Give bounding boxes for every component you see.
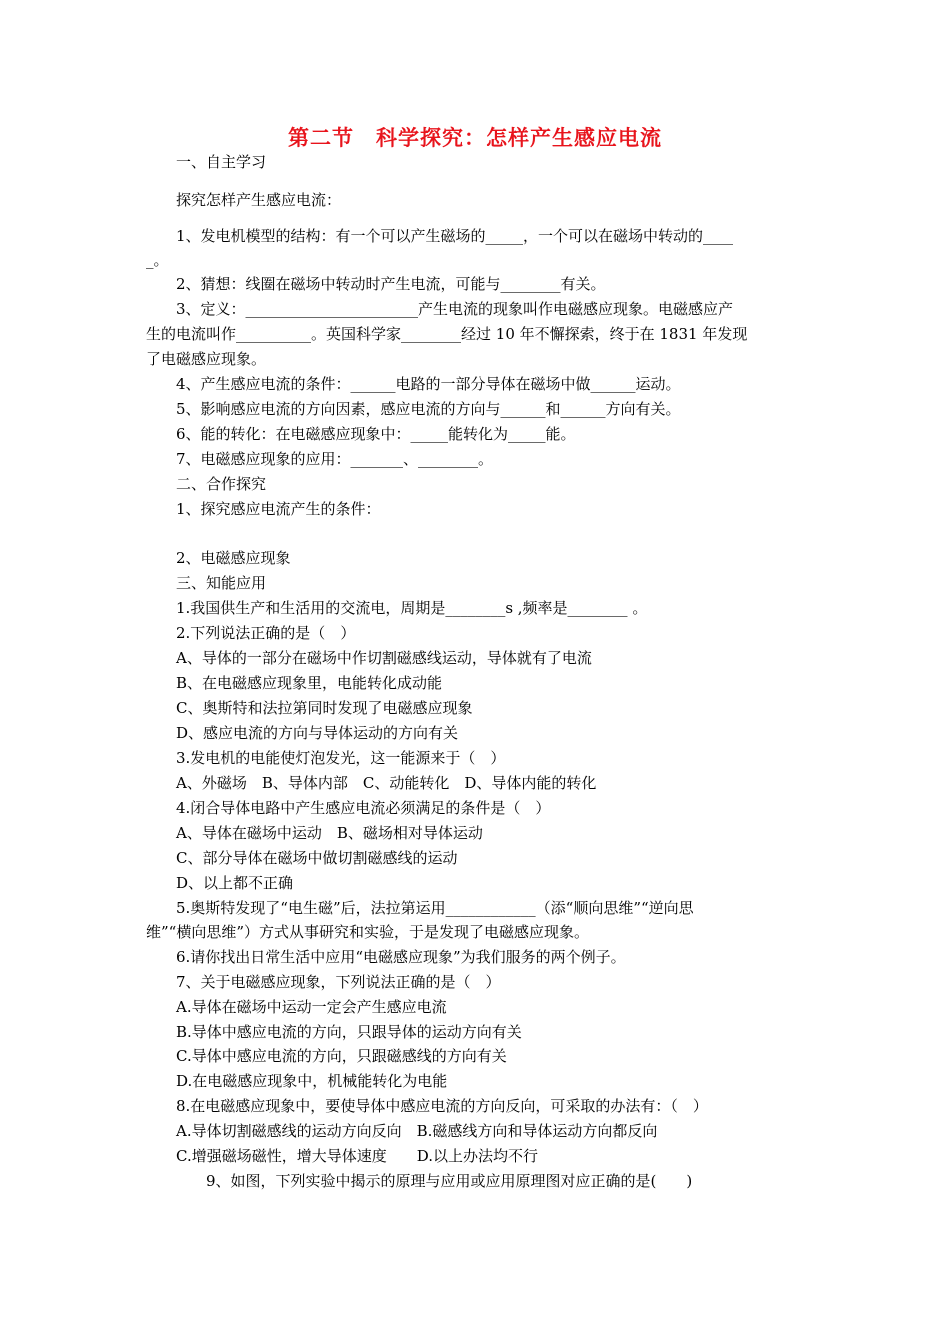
option-line: D、感应电流的方向与导体运动的方向有关: [176, 724, 459, 742]
section-heading: 三、知能应用: [176, 574, 267, 592]
option-line: B.导体中感应电流的方向，只跟导体的运动方向有关: [176, 1023, 522, 1041]
text-line: 5、影响感应电流的方向因素，感应电流的方向与______和______方向有关。: [176, 400, 681, 418]
question-line: 6.请你找出日常生活中应用“电磁感应现象”为我们服务的两个例子。: [176, 948, 626, 966]
text-line: _。: [146, 251, 169, 269]
question-line: 4.闭合导体电路中产生感应电流必须满足的条件是（ ）: [176, 799, 551, 817]
text-line: 6、能的转化：在电磁感应现象中：_____能转化为_____能。: [176, 425, 576, 443]
option-line: C、部分导体在磁场中做切割磁感线的运动: [176, 849, 458, 867]
page-title: 第二节 科学探究：怎样产生感应电流: [288, 126, 662, 150]
option-line: B、在电磁感应现象里，电能转化成动能: [176, 674, 443, 692]
text-line: 7、电磁感应现象的应用：_______、________。: [176, 450, 494, 468]
option-line: C.导体中感应电流的方向，只跟磁感线的方向有关: [176, 1047, 507, 1065]
option-line: A、导体在磁场中运动 B、磁场相对导体运动: [176, 824, 483, 842]
option-line: D、以上都不正确: [176, 874, 294, 892]
question-line: 7、关于电磁感应现象，下列说法正确的是（ ）: [176, 973, 501, 991]
section-heading: 二、合作探究: [176, 475, 267, 493]
section-heading: 一、自主学习: [176, 153, 267, 171]
option-line: D.在电磁感应现象中，机械能转化为电能: [176, 1072, 448, 1090]
option-line: A.导体切割磁感线的运动方向反向 B.磁感线方向和导体运动方向都反向: [176, 1122, 658, 1140]
question-line: 1.我国供生产和生活用的交流电，周期是________s ,频率是________ 。: [176, 599, 648, 617]
question-line: 5.奥斯特发现了“电生磁”后，法拉第运用____________（添“顺向思维”“逆向思: [176, 899, 694, 917]
question-line: 维”“横向思维”）方式从事研究和实验，于是发现了电磁感应现象。: [146, 923, 590, 941]
option-line: A.导体在磁场中运动一定会产生感应电流: [176, 998, 447, 1016]
option-line: C、奥斯特和法拉第同时发现了电磁感应现象: [176, 699, 473, 717]
question-line: 3.发电机的电能使灯泡发光，这一能源来于（ ）: [176, 749, 506, 767]
text-line: 3、定义：_______________________产生电流的现象叫作电磁感应现象。电磁感应产: [176, 300, 734, 318]
option-line: A、外磁场 B、导体内部 C、动能转化 D、导体内能的转化: [176, 774, 597, 792]
question-line: 8.在电磁感应现象中，要使导体中感应电流的方向反向，可采取的办法有：（ ）: [176, 1097, 708, 1115]
text-line: 了电磁感应现象。: [146, 350, 267, 368]
text-line: 1、探究感应电流产生的条件：: [176, 500, 381, 518]
text-line: 2、猜想：线圈在磁场中转动时产生电流，可能与________有关。: [176, 275, 606, 293]
question-line: 2.下列说法正确的是（ ）: [176, 624, 356, 642]
text-line: 2、电磁感应现象: [176, 549, 291, 567]
text-line: 生的电流叫作__________。英国科学家________经过 10 年不懈探索，终于在 1831 年发现: [146, 325, 748, 343]
text-line: 探究怎样产生感应电流：: [176, 191, 342, 209]
option-line: A、导体的一部分在磁场中作切割磁感线运动，导体就有了电流: [176, 649, 592, 667]
option-line: C.增强磁场磁性，增大导体速度 D.以上办法均不行: [176, 1147, 538, 1165]
question-line: 9、如图，下列实验中揭示的原理与应用或应用原理图对应正确的是( ): [206, 1172, 693, 1190]
text-line: 1、发电机模型的结构：有一个可以产生磁场的_____，一个可以在磁场中转动的____: [176, 227, 734, 245]
text-line: 4、产生感应电流的条件：______电路的一部分导体在磁场中做______运动。: [176, 375, 681, 393]
